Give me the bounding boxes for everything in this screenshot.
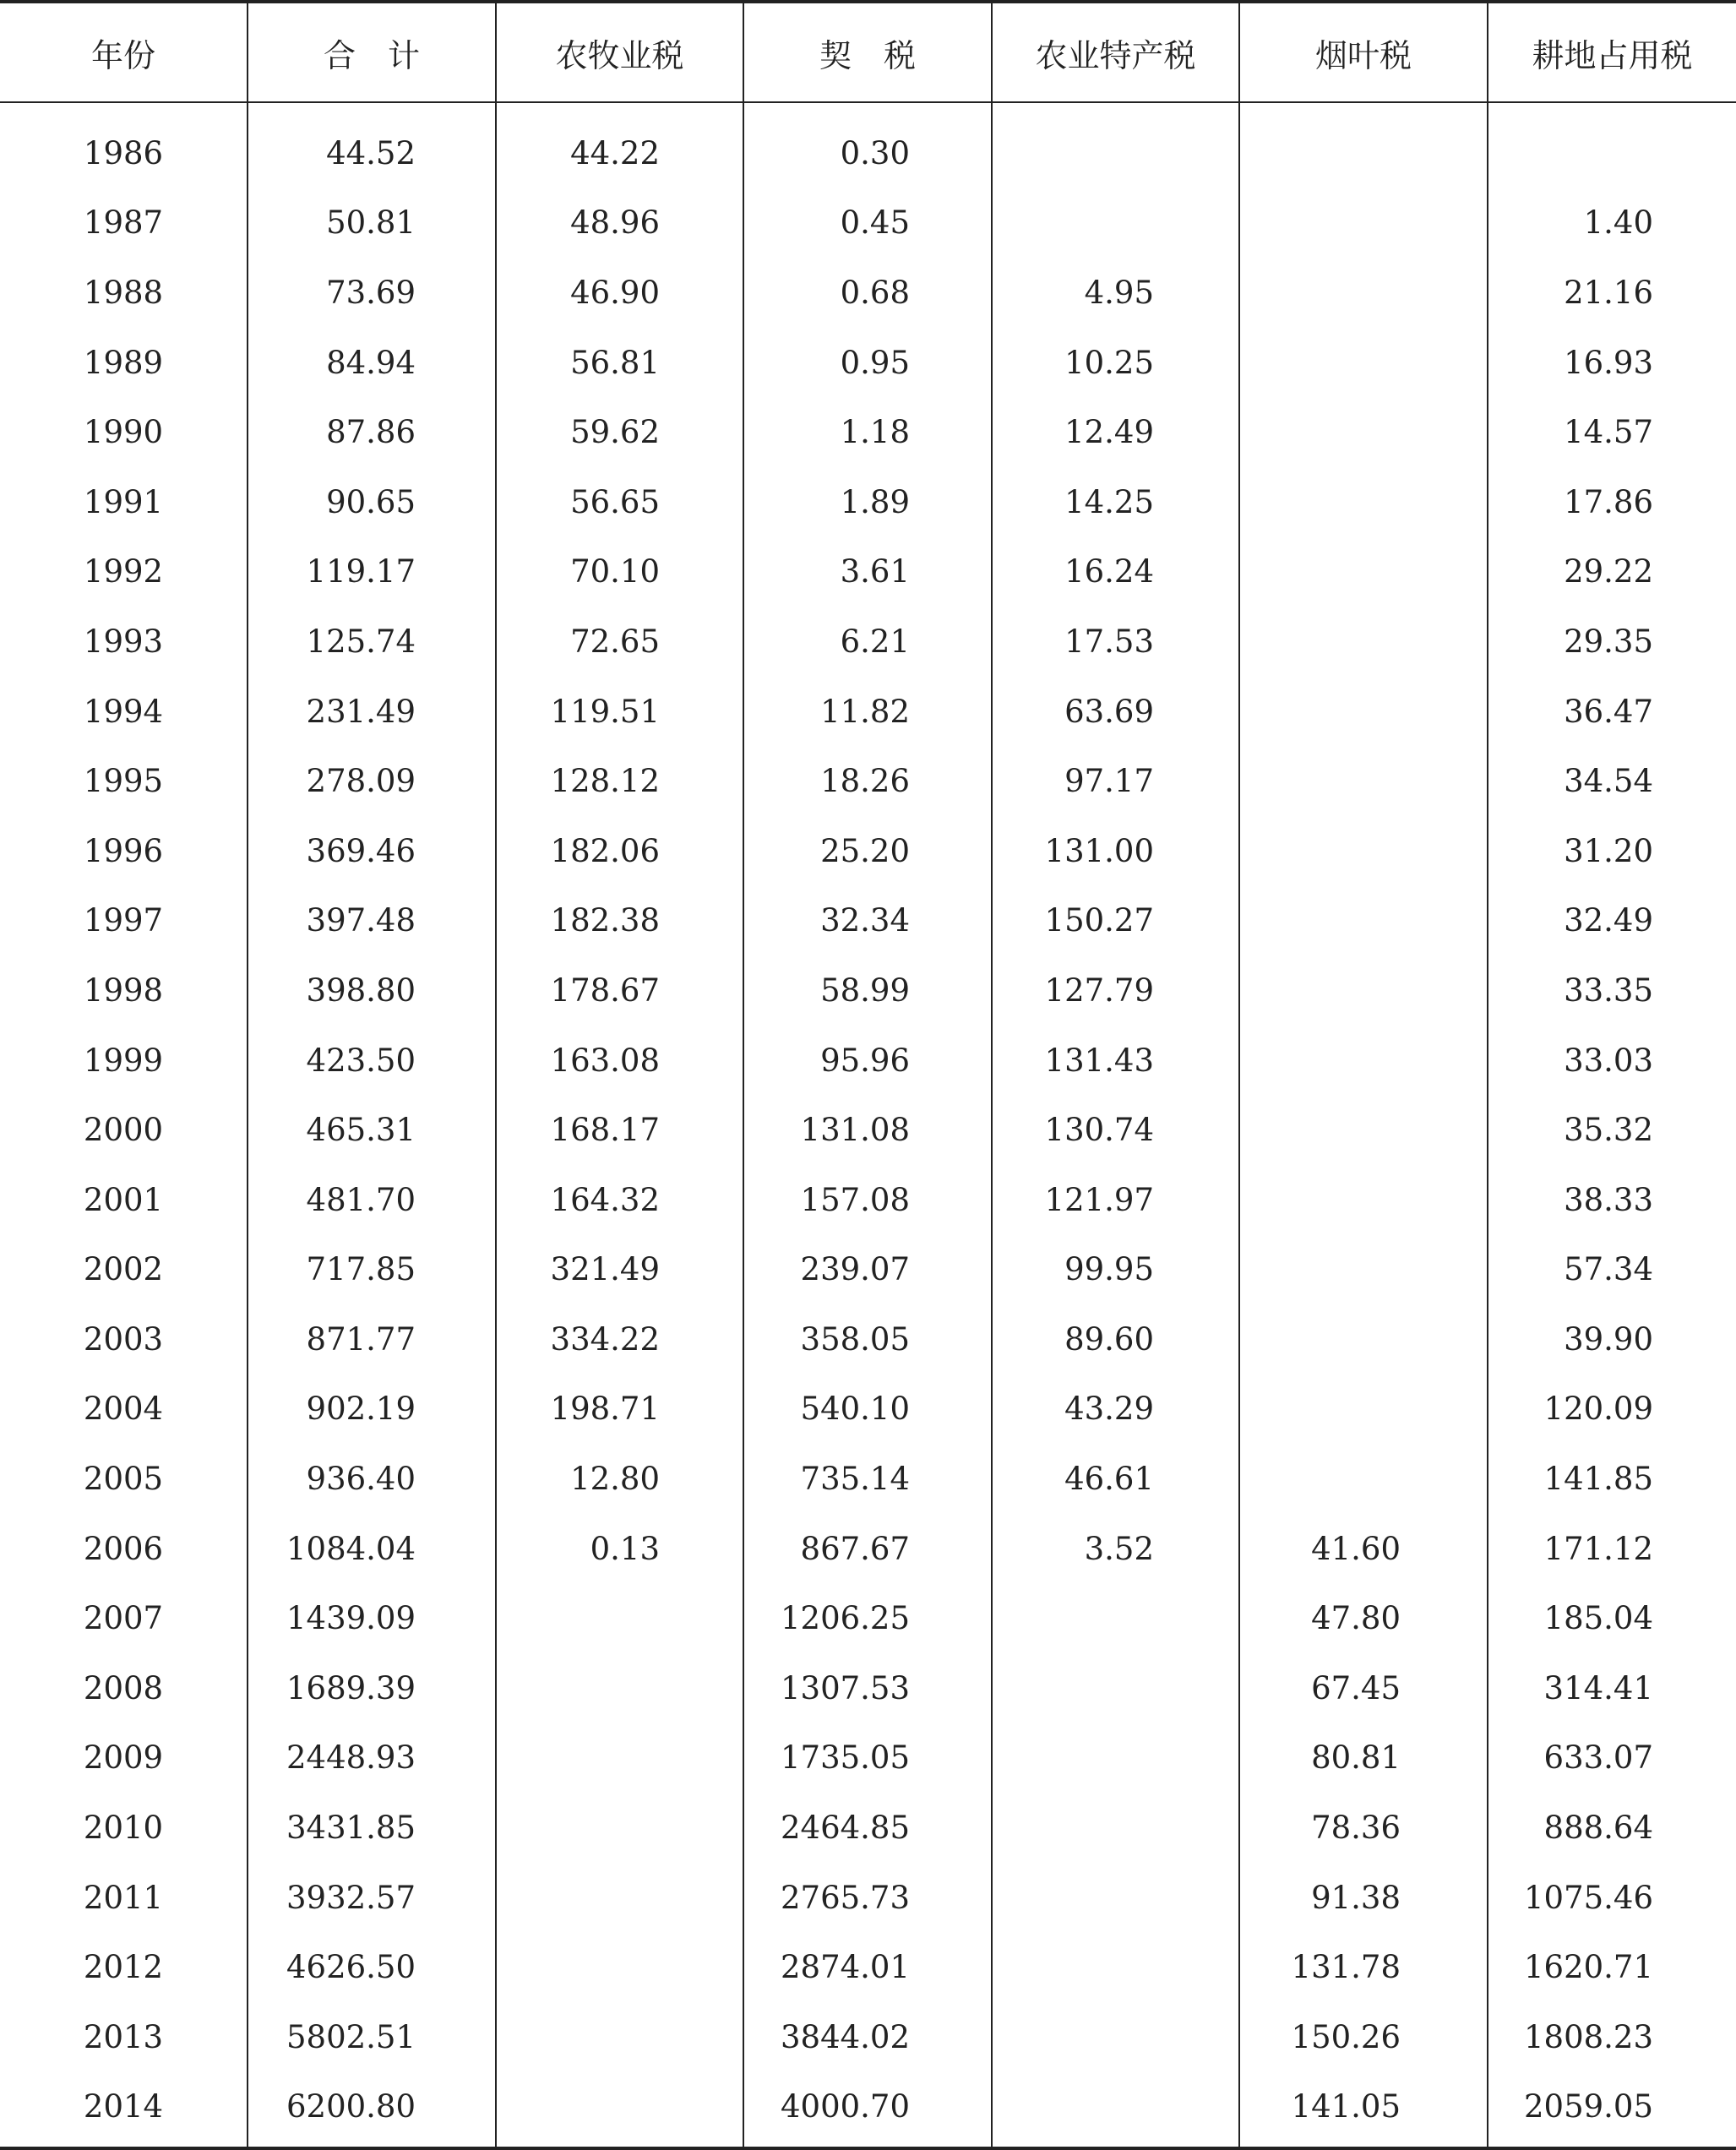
table-row [0, 2072, 1736, 2149]
tobacco-tax-cell [1239, 1444, 1488, 1514]
agricultural-tax-cell [496, 1653, 743, 1723]
tobacco-tax-cell [1239, 1026, 1488, 1096]
year-cell: 1996 [83, 832, 164, 869]
farmland-occupation-tax-cell: 38.33 [1488, 1165, 1736, 1235]
table-row [0, 746, 1736, 816]
special-agri-products-tax-cell: 131.00 [992, 816, 1239, 886]
agricultural-tax-cell: 48.96 [496, 188, 743, 259]
special-agri-products-tax-cell [992, 2072, 1239, 2149]
table-row [0, 1444, 1736, 1514]
total-cell: 369.46 [248, 816, 496, 886]
agricultural-tax-cell: 59.62 [496, 397, 743, 467]
year-cell: 2003 [83, 1320, 164, 1358]
special-agri-products-tax-cell [992, 1653, 1239, 1723]
special-agri-products-tax-cell [992, 102, 1239, 188]
special-agri-products-tax-cell [992, 1723, 1239, 1793]
agricultural-tax-cell: 46.90 [496, 258, 743, 328]
deed-tax-cell: 3.61 [743, 537, 992, 607]
year-cell: 2012 [83, 1949, 164, 1986]
year-cell: 1995 [83, 763, 164, 800]
table-row [0, 537, 1736, 607]
special-agri-products-tax-cell: 16.24 [992, 537, 1239, 607]
year-cell: 1990 [83, 414, 164, 451]
agricultural-tax-cell: 163.08 [496, 1026, 743, 1096]
table-row [0, 816, 1736, 886]
table-row [0, 1374, 1736, 1445]
tobacco-tax-cell [1239, 1374, 1488, 1445]
farmland-occupation-tax-cell: 29.22 [1488, 537, 1736, 607]
header-agricultural-tax: 农牧业税 [496, 2, 743, 102]
agricultural-tax-cell: 0.13 [496, 1514, 743, 1584]
deed-tax-cell: 95.96 [743, 1026, 992, 1096]
tobacco-tax-cell: 91.38 [1239, 1863, 1488, 1933]
farmland-occupation-tax-cell: 171.12 [1488, 1514, 1736, 1584]
header-special-agri-products-tax: 农业特产税 [992, 2, 1239, 102]
farmland-occupation-tax-cell: 33.35 [1488, 955, 1736, 1026]
deed-tax-cell: 358.05 [743, 1304, 992, 1374]
agricultural-tax-cell: 168.17 [496, 1095, 743, 1165]
tobacco-tax-cell [1239, 955, 1488, 1026]
agricultural-tax-cell [496, 1793, 743, 1863]
agricultural-tax-cell: 334.22 [496, 1304, 743, 1374]
agricultural-tax-cell: 72.65 [496, 607, 743, 677]
farmland-occupation-tax-cell: 633.07 [1488, 1723, 1736, 1793]
table-row [0, 1095, 1736, 1165]
tobacco-tax-cell [1239, 397, 1488, 467]
special-agri-products-tax-cell: 97.17 [992, 746, 1239, 816]
special-agri-products-tax-cell: 63.69 [992, 677, 1239, 747]
special-agri-products-tax-cell: 131.43 [992, 1026, 1239, 1096]
agricultural-tax-cell: 128.12 [496, 746, 743, 816]
total-cell: 73.69 [248, 258, 496, 328]
total-cell: 5802.51 [248, 2002, 496, 2072]
agricultural-tax-cell: 44.22 [496, 102, 743, 188]
table-row [0, 1863, 1736, 1933]
tobacco-tax-cell [1239, 607, 1488, 677]
deed-tax-cell: 1735.05 [743, 1723, 992, 1793]
total-cell: 398.80 [248, 955, 496, 1026]
year-cell: 1986 [83, 134, 164, 171]
table-row [0, 2002, 1736, 2072]
deed-tax-cell: 867.67 [743, 1514, 992, 1584]
table-row [0, 467, 1736, 537]
farmland-occupation-tax-cell: 17.86 [1488, 467, 1736, 537]
agricultural-tax-cell: 164.32 [496, 1165, 743, 1235]
year-cell: 2000 [83, 1112, 164, 1149]
tobacco-tax-cell: 131.78 [1239, 1932, 1488, 2002]
total-cell: 231.49 [248, 677, 496, 747]
table-row [0, 188, 1736, 259]
deed-tax-cell: 0.45 [743, 188, 992, 259]
year-cell: 1987 [83, 204, 164, 242]
deed-tax-cell: 239.07 [743, 1235, 992, 1305]
table-row [0, 1165, 1736, 1235]
special-agri-products-tax-cell: 89.60 [992, 1304, 1239, 1374]
deed-tax-cell: 1206.25 [743, 1583, 992, 1653]
total-cell: 90.65 [248, 467, 496, 537]
total-cell: 423.50 [248, 1026, 496, 1096]
total-cell: 87.86 [248, 397, 496, 467]
farmland-occupation-tax-cell: 29.35 [1488, 607, 1736, 677]
deed-tax-cell: 1.89 [743, 467, 992, 537]
tobacco-tax-cell [1239, 677, 1488, 747]
farmland-occupation-tax-cell: 34.54 [1488, 746, 1736, 816]
year-cell: 1993 [83, 623, 164, 660]
table-row [0, 328, 1736, 398]
tobacco-tax-cell [1239, 886, 1488, 956]
tobacco-tax-cell [1239, 328, 1488, 398]
deed-tax-cell: 1307.53 [743, 1653, 992, 1723]
total-cell: 4626.50 [248, 1932, 496, 2002]
tobacco-tax-cell [1239, 467, 1488, 537]
total-cell: 1689.39 [248, 1653, 496, 1723]
agricultural-tax-cell: 321.49 [496, 1235, 743, 1305]
year-cell: 2002 [83, 1251, 164, 1288]
farmland-occupation-tax-cell: 31.20 [1488, 816, 1736, 886]
tobacco-tax-cell: 150.26 [1239, 2002, 1488, 2072]
farmland-occupation-tax-cell: 57.34 [1488, 1235, 1736, 1305]
deed-tax-cell: 131.08 [743, 1095, 992, 1165]
farmland-occupation-tax-cell: 1075.46 [1488, 1863, 1736, 1933]
farmland-occupation-tax-cell: 32.49 [1488, 886, 1736, 956]
table-row [0, 607, 1736, 677]
header-deed-tax: 契 税 [743, 2, 992, 102]
agricultural-tax-cell [496, 2002, 743, 2072]
header-row [0, 2, 1736, 102]
total-cell: 44.52 [248, 102, 496, 188]
total-cell: 871.77 [248, 1304, 496, 1374]
total-cell: 3431.85 [248, 1793, 496, 1863]
farmland-occupation-tax-cell: 2059.05 [1488, 2072, 1736, 2149]
year-cell: 2007 [83, 1600, 164, 1637]
agricultural-tax-cell [496, 1583, 743, 1653]
tobacco-tax-cell [1239, 746, 1488, 816]
agricultural-tax-cell [496, 2072, 743, 2149]
farmland-occupation-tax-cell: 141.85 [1488, 1444, 1736, 1514]
table-row [0, 1653, 1736, 1723]
tobacco-tax-cell [1239, 1235, 1488, 1305]
special-agri-products-tax-cell [992, 1932, 1239, 2002]
special-agri-products-tax-cell: 12.49 [992, 397, 1239, 467]
tobacco-tax-cell: 80.81 [1239, 1723, 1488, 1793]
agricultural-tax-cell: 198.71 [496, 1374, 743, 1445]
table-row [0, 1932, 1736, 2002]
agricultural-tax-cell [496, 1863, 743, 1933]
table-body [0, 102, 1736, 2148]
agricultural-tax-cell [496, 1932, 743, 2002]
header-farmland-occupation-tax: 耕地占用税 [1488, 2, 1736, 102]
tobacco-tax-cell [1239, 537, 1488, 607]
agricultural-tax-cell: 119.51 [496, 677, 743, 747]
total-cell: 125.74 [248, 607, 496, 677]
table-header [0, 2, 1736, 102]
deed-tax-cell: 2765.73 [743, 1863, 992, 1933]
farmland-occupation-tax-cell: 14.57 [1488, 397, 1736, 467]
farmland-occupation-tax-cell: 33.03 [1488, 1026, 1736, 1096]
year-cell: 2001 [83, 1181, 164, 1218]
special-agri-products-tax-cell: 130.74 [992, 1095, 1239, 1165]
total-cell: 278.09 [248, 746, 496, 816]
tobacco-tax-cell: 41.60 [1239, 1514, 1488, 1584]
total-cell: 481.70 [248, 1165, 496, 1235]
special-agri-products-tax-cell: 150.27 [992, 886, 1239, 956]
total-cell: 1439.09 [248, 1583, 496, 1653]
year-cell: 2010 [83, 1810, 164, 1847]
deed-tax-cell: 11.82 [743, 677, 992, 747]
deed-tax-cell: 0.95 [743, 328, 992, 398]
total-cell: 50.81 [248, 188, 496, 259]
special-agri-products-tax-cell [992, 1793, 1239, 1863]
deed-tax-cell: 18.26 [743, 746, 992, 816]
year-cell: 2011 [83, 1879, 164, 1916]
year-cell: 1994 [83, 693, 164, 730]
deed-tax-cell: 3844.02 [743, 2002, 992, 2072]
tobacco-tax-cell [1239, 1095, 1488, 1165]
total-cell: 397.48 [248, 886, 496, 956]
special-agri-products-tax-cell: 121.97 [992, 1165, 1239, 1235]
farmland-occupation-tax-cell: 39.90 [1488, 1304, 1736, 1374]
table-row [0, 1514, 1736, 1584]
special-agri-products-tax-cell: 3.52 [992, 1514, 1239, 1584]
year-cell: 1988 [83, 274, 164, 311]
farmland-occupation-tax-cell [1488, 102, 1736, 188]
total-cell: 84.94 [248, 328, 496, 398]
tobacco-tax-cell [1239, 1304, 1488, 1374]
special-agri-products-tax-cell: 127.79 [992, 955, 1239, 1026]
deed-tax-cell: 2874.01 [743, 1932, 992, 2002]
agricultural-tax-cell: 182.38 [496, 886, 743, 956]
agricultural-tax-cell: 178.67 [496, 955, 743, 1026]
tobacco-tax-cell: 67.45 [1239, 1653, 1488, 1723]
table-row [0, 1026, 1736, 1096]
year-cell: 1989 [83, 344, 164, 381]
table-row [0, 886, 1736, 956]
year-cell: 2014 [83, 2088, 164, 2126]
farmland-occupation-tax-cell: 185.04 [1488, 1583, 1736, 1653]
table-row [0, 397, 1736, 467]
table-row [0, 1235, 1736, 1305]
year-cell: 2008 [83, 1669, 164, 1706]
year-cell: 2006 [83, 1530, 164, 1567]
year-cell: 2013 [83, 2018, 164, 2055]
year-cell: 2009 [83, 1739, 164, 1777]
deed-tax-cell: 4000.70 [743, 2072, 992, 2149]
deed-tax-cell: 735.14 [743, 1444, 992, 1514]
table-row [0, 102, 1736, 188]
header-tobacco-tax: 烟叶税 [1239, 2, 1488, 102]
total-cell: 2448.93 [248, 1723, 496, 1793]
deed-tax-cell: 25.20 [743, 816, 992, 886]
deed-tax-cell: 2464.85 [743, 1793, 992, 1863]
table-row [0, 1723, 1736, 1793]
tobacco-tax-cell: 47.80 [1239, 1583, 1488, 1653]
agricultural-tax-cell: 56.65 [496, 467, 743, 537]
deed-tax-cell: 6.21 [743, 607, 992, 677]
deed-tax-cell: 540.10 [743, 1374, 992, 1445]
total-cell: 6200.80 [248, 2072, 496, 2149]
special-agri-products-tax-cell: 17.53 [992, 607, 1239, 677]
year-cell: 2004 [83, 1391, 164, 1428]
total-cell: 3932.57 [248, 1863, 496, 1933]
agricultural-tax-cell: 182.06 [496, 816, 743, 886]
tobacco-tax-cell: 141.05 [1239, 2072, 1488, 2149]
special-agri-products-tax-cell: 46.61 [992, 1444, 1239, 1514]
table-row [0, 1583, 1736, 1653]
farmland-occupation-tax-cell: 120.09 [1488, 1374, 1736, 1445]
deed-tax-cell: 58.99 [743, 955, 992, 1026]
farmland-occupation-tax-cell: 1808.23 [1488, 2002, 1736, 2072]
tobacco-tax-cell [1239, 102, 1488, 188]
tobacco-tax-cell [1239, 188, 1488, 259]
farmland-occupation-tax-cell: 36.47 [1488, 677, 1736, 747]
year-cell: 1998 [83, 972, 164, 1009]
agricultural-tax-cell: 70.10 [496, 537, 743, 607]
tobacco-tax-cell [1239, 816, 1488, 886]
total-cell: 1084.04 [248, 1514, 496, 1584]
farmland-occupation-tax-cell: 16.93 [1488, 328, 1736, 398]
header-year: 年份 [0, 2, 248, 102]
special-agri-products-tax-cell: 10.25 [992, 328, 1239, 398]
agricultural-tax-cell [496, 1723, 743, 1793]
deed-tax-cell: 0.68 [743, 258, 992, 328]
year-cell: 1992 [83, 553, 164, 591]
special-agri-products-tax-cell [992, 1583, 1239, 1653]
agricultural-tax-cell: 12.80 [496, 1444, 743, 1514]
special-agri-products-tax-cell: 43.29 [992, 1374, 1239, 1445]
total-cell: 902.19 [248, 1374, 496, 1445]
header-total: 合 计 [248, 2, 496, 102]
table-row [0, 677, 1736, 747]
total-cell: 119.17 [248, 537, 496, 607]
year-cell: 1999 [83, 1042, 164, 1079]
table-row [0, 1793, 1736, 1863]
special-agri-products-tax-cell: 4.95 [992, 258, 1239, 328]
year-cell: 1991 [83, 483, 164, 520]
year-cell: 1997 [83, 902, 164, 939]
farmland-occupation-tax-cell: 1620.71 [1488, 1932, 1736, 2002]
agricultural-tax-cell: 56.81 [496, 328, 743, 398]
farmland-occupation-tax-cell: 21.16 [1488, 258, 1736, 328]
year-cell: 2005 [83, 1461, 164, 1498]
special-agri-products-tax-cell [992, 188, 1239, 259]
farmland-occupation-tax-cell: 314.41 [1488, 1653, 1736, 1723]
total-cell: 936.40 [248, 1444, 496, 1514]
special-agri-products-tax-cell [992, 1863, 1239, 1933]
deed-tax-cell: 157.08 [743, 1165, 992, 1235]
deed-tax-cell: 32.34 [743, 886, 992, 956]
tobacco-tax-cell: 78.36 [1239, 1793, 1488, 1863]
table-row [0, 955, 1736, 1026]
farmland-occupation-tax-cell: 1.40 [1488, 188, 1736, 259]
deed-tax-cell: 0.30 [743, 102, 992, 188]
table-row [0, 1304, 1736, 1374]
special-agri-products-tax-cell: 14.25 [992, 467, 1239, 537]
total-cell: 717.85 [248, 1235, 496, 1305]
farmland-occupation-tax-cell: 888.64 [1488, 1793, 1736, 1863]
tobacco-tax-cell [1239, 1165, 1488, 1235]
tobacco-tax-cell [1239, 258, 1488, 328]
total-cell: 465.31 [248, 1095, 496, 1165]
special-agri-products-tax-cell [992, 2002, 1239, 2072]
deed-tax-cell: 1.18 [743, 397, 992, 467]
special-agri-products-tax-cell: 99.95 [992, 1235, 1239, 1305]
farmland-occupation-tax-cell: 35.32 [1488, 1095, 1736, 1165]
table-row [0, 258, 1736, 328]
